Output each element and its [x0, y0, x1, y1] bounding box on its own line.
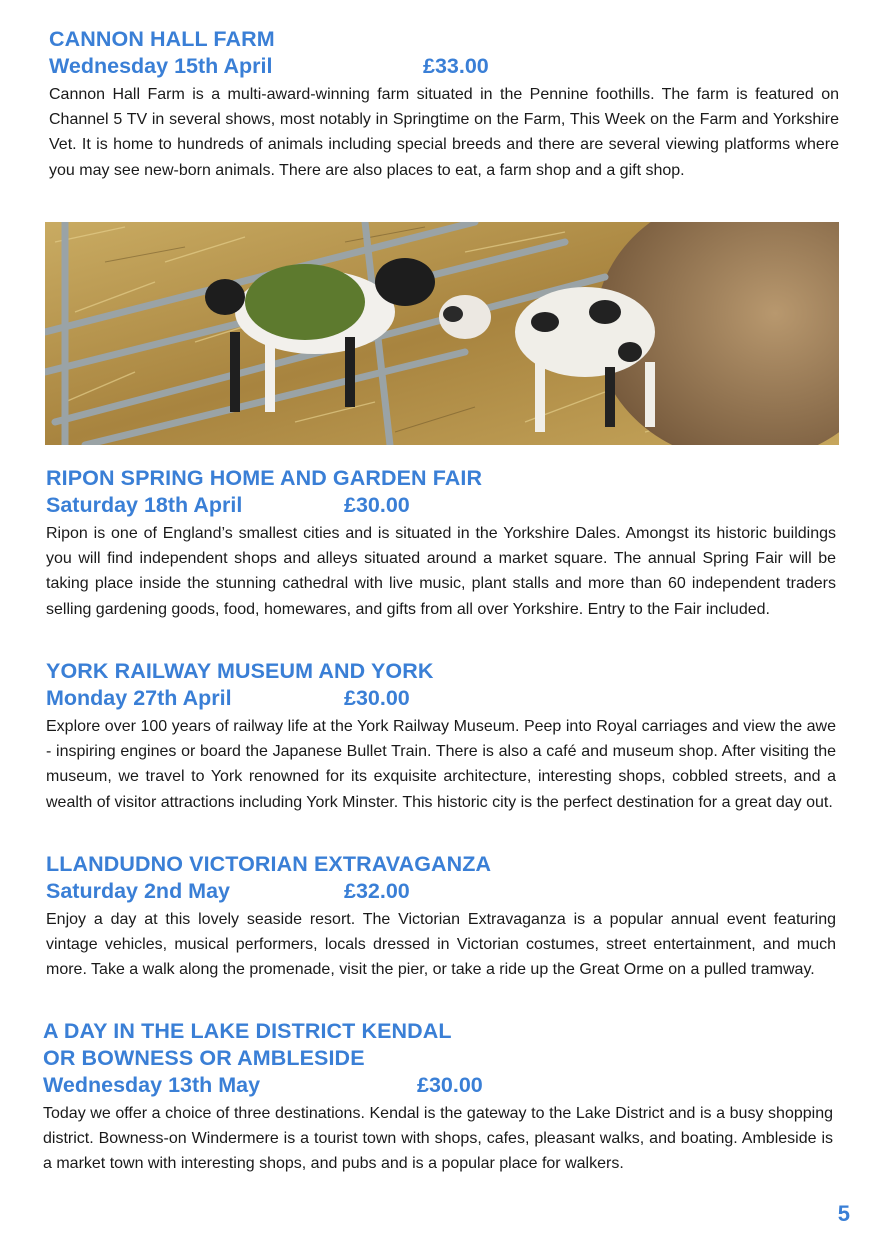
trip-date: Saturday 18th April	[46, 493, 243, 517]
trip-description: Explore over 100 years of railway life at the York Railway Museum. Peep into Royal carriages and view the awe - inspiring engines or board the Japanese Bullet Train. There is also a café and museum shop. After visiting the museum, we travel to York renowned for its exquisite architecture, interesting shops, cobbled streets, and a wealth of visitor attractions including York Minster. This historic city is the perfect destination for a great day out.	[46, 718, 836, 811]
trip-cannon-hall-farm	[49, 26, 839, 183]
trip-price: £30.00	[344, 686, 410, 710]
trip-date-price	[43, 1072, 833, 1099]
trip-date-price	[46, 878, 836, 905]
trip-title-line-2: OR BOWNESS OR AMBLESIDE	[43, 1046, 365, 1070]
trip-date: Monday 27th April	[46, 686, 232, 710]
trip-title: CANNON HALL FARM	[49, 27, 275, 51]
trip-title: YORK RAILWAY MUSEUM AND YORK	[46, 659, 434, 683]
trip-lake-district	[43, 1018, 833, 1177]
trip-price: £30.00	[417, 1073, 483, 1097]
trip-llandudno-victorian	[46, 851, 836, 983]
trip-date: Saturday 2nd May	[46, 879, 230, 903]
trip-description: Cannon Hall Farm is a multi-award-winning farm situated in the Pennine foothills. The farm is featured on Channel 5 TV in several shows, most notably in Springtime on the Farm, This Week on the Farm and Yorkshire Vet. It is home to hundreds of animals including special breeds and there are several viewing platforms where you may see new-born animals. There are also places to eat, a farm shop and a gift shop.	[49, 86, 839, 179]
trip-price: £33.00	[423, 54, 489, 78]
trip-date-price	[46, 685, 836, 712]
trip-date-price	[49, 53, 839, 80]
trip-york-railway-museum	[46, 658, 836, 815]
trip-description: Today we offer a choice of three destinations. Kendal is the gateway to the Lake District and is a busy shopping district. Bowness-on Windermere is a tourist town with shops, cafes, pleasant walks, and boating. Ambleside is a market town with interesting shops, and pubs and is a popular place for walkers.	[43, 1105, 833, 1173]
trip-title-line-1: A DAY IN THE LAKE DISTRICT KENDAL	[43, 1019, 452, 1043]
trip-description: Enjoy a day at this lovely seaside resort. The Victorian Extravaganza is a popular annual event featuring vintage vehicles, musical performers, locals dressed in Victorian costumes, street entertainment, and much more. Take a walk along the promenade, visit the pier, or take a ride up the Great Orme on a pulled tramway.	[46, 911, 836, 979]
trip-price: £30.00	[344, 493, 410, 517]
trip-description: Ripon is one of England’s smallest cities and is situated in the Yorkshire Dales. Amongst its historic buildings you will find independent shops and alleys situated around a market square. The annual Spring Fair will be taking place inside the stunning cathedral with live music, plant stalls and more than 60 independent traders selling gardening goods, food, homewares, and gifts from all over Yorkshire. Entry to the Fair included.	[46, 525, 836, 618]
trip-title: RIPON SPRING HOME AND GARDEN FAIR	[46, 466, 483, 490]
trip-price: £32.00	[344, 879, 410, 903]
trip-date: Wednesday 13th May	[43, 1073, 261, 1097]
trip-ripon-spring-fair	[46, 465, 836, 622]
page-number: 5	[837, 1201, 850, 1226]
lambs-photo	[45, 222, 839, 445]
trip-title: LLANDUDNO VICTORIAN EXTRAVAGANZA	[46, 852, 492, 876]
trip-date: Wednesday 15th April	[49, 54, 273, 78]
trip-date-price	[46, 492, 836, 519]
